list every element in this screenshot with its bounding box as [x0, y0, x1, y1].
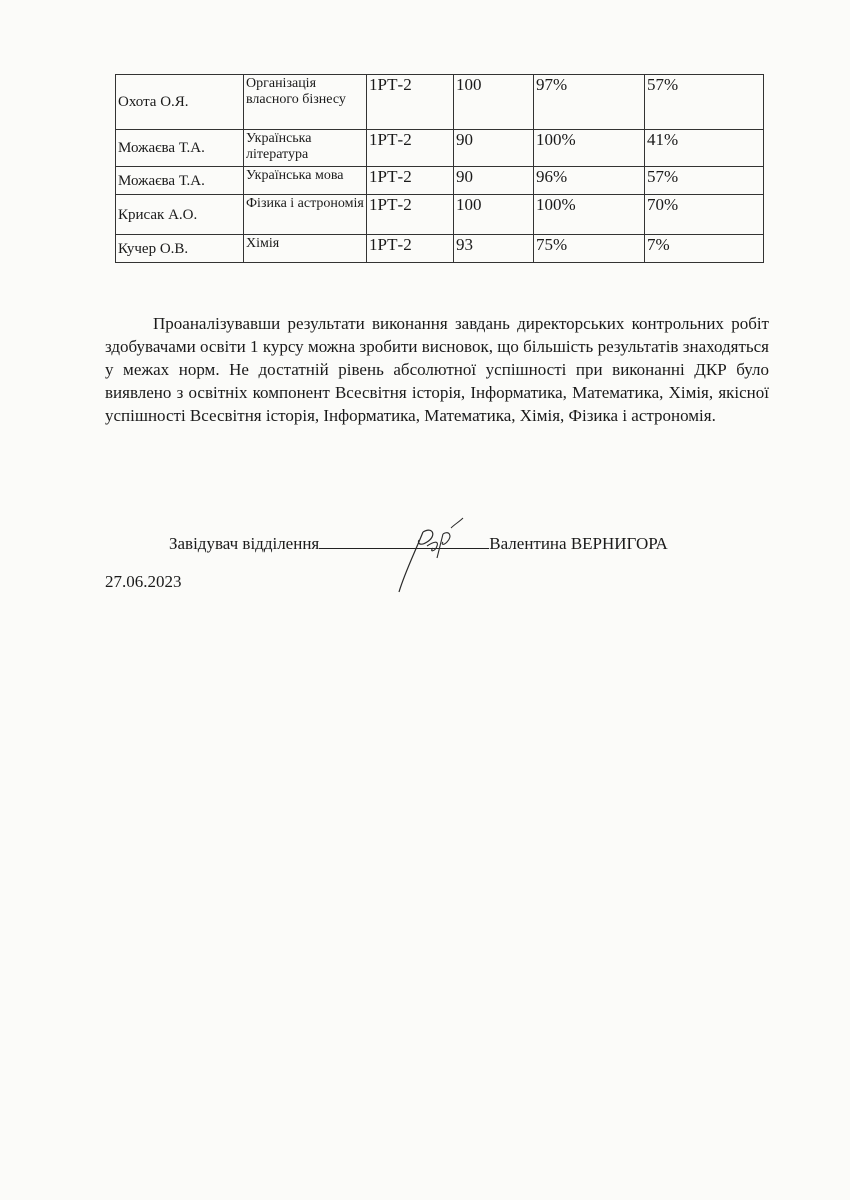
subject-cell: Організація власного бізнесу	[244, 75, 367, 130]
table-row	[116, 195, 764, 235]
group-cell: 1РТ-2	[367, 195, 454, 235]
subject-cell: Хімія	[244, 235, 367, 263]
absolute-success-cell: 100%	[534, 195, 645, 235]
subject-cell: Українська мова	[244, 167, 367, 195]
absolute-success-cell: 97%	[534, 75, 645, 130]
teacher-cell: Можаєва Т.А.	[116, 167, 244, 195]
table-row	[116, 130, 764, 167]
quality-success-cell: 7%	[645, 235, 764, 263]
teacher-cell: Охота О.Я.	[116, 75, 244, 130]
quality-success-cell: 70%	[645, 195, 764, 235]
conclusion-paragraph: Проаналізувавши результати виконання завдань директорських контрольних робіт здобувачами освіти 1 курсу можна зробити висновок, що більшість результатів знаходяться у межах норм. Не достатній рівень абсолютної успішності при виконанні ДКР було виявлено з освітніх компонент Всесвітня історія, Інформатика, Математика, Хімія, якісної успішності Всесвітня історія, Інформатика, Математика, Хімія, Фізика і астрономія.	[105, 314, 769, 425]
subject-cell: Фізика і астрономія	[244, 195, 367, 235]
table-row	[116, 167, 764, 195]
group-cell: 1РТ-2	[367, 75, 454, 130]
count-cell: 90	[454, 167, 534, 195]
quality-success-cell: 57%	[645, 75, 764, 130]
count-cell: 90	[454, 130, 534, 167]
count-cell: 100	[454, 75, 534, 130]
quality-success-cell: 57%	[645, 167, 764, 195]
group-cell: 1РТ-2	[367, 235, 454, 263]
absolute-success-cell: 100%	[534, 130, 645, 167]
quality-success-cell: 41%	[645, 130, 764, 167]
teacher-cell: Кучер О.В.	[116, 235, 244, 263]
count-cell: 93	[454, 235, 534, 263]
handwritten-signature	[393, 512, 483, 596]
absolute-success-cell: 96%	[534, 167, 645, 195]
table-row	[116, 235, 764, 263]
signer-name: Валентина ВЕРНИГОРА	[489, 534, 668, 553]
teacher-cell: Крисак А.О.	[116, 195, 244, 235]
count-cell: 100	[454, 195, 534, 235]
table-row	[116, 75, 764, 130]
absolute-success-cell: 75%	[534, 235, 645, 263]
results-table	[115, 74, 764, 263]
position-title: Завідувач відділення	[169, 534, 320, 553]
group-cell: 1РТ-2	[367, 130, 454, 167]
teacher-cell: Можаєва Т.А.	[116, 130, 244, 167]
document-date: 27.06.2023	[105, 572, 182, 591]
subject-cell: Українська література	[244, 130, 367, 167]
group-cell: 1РТ-2	[367, 167, 454, 195]
